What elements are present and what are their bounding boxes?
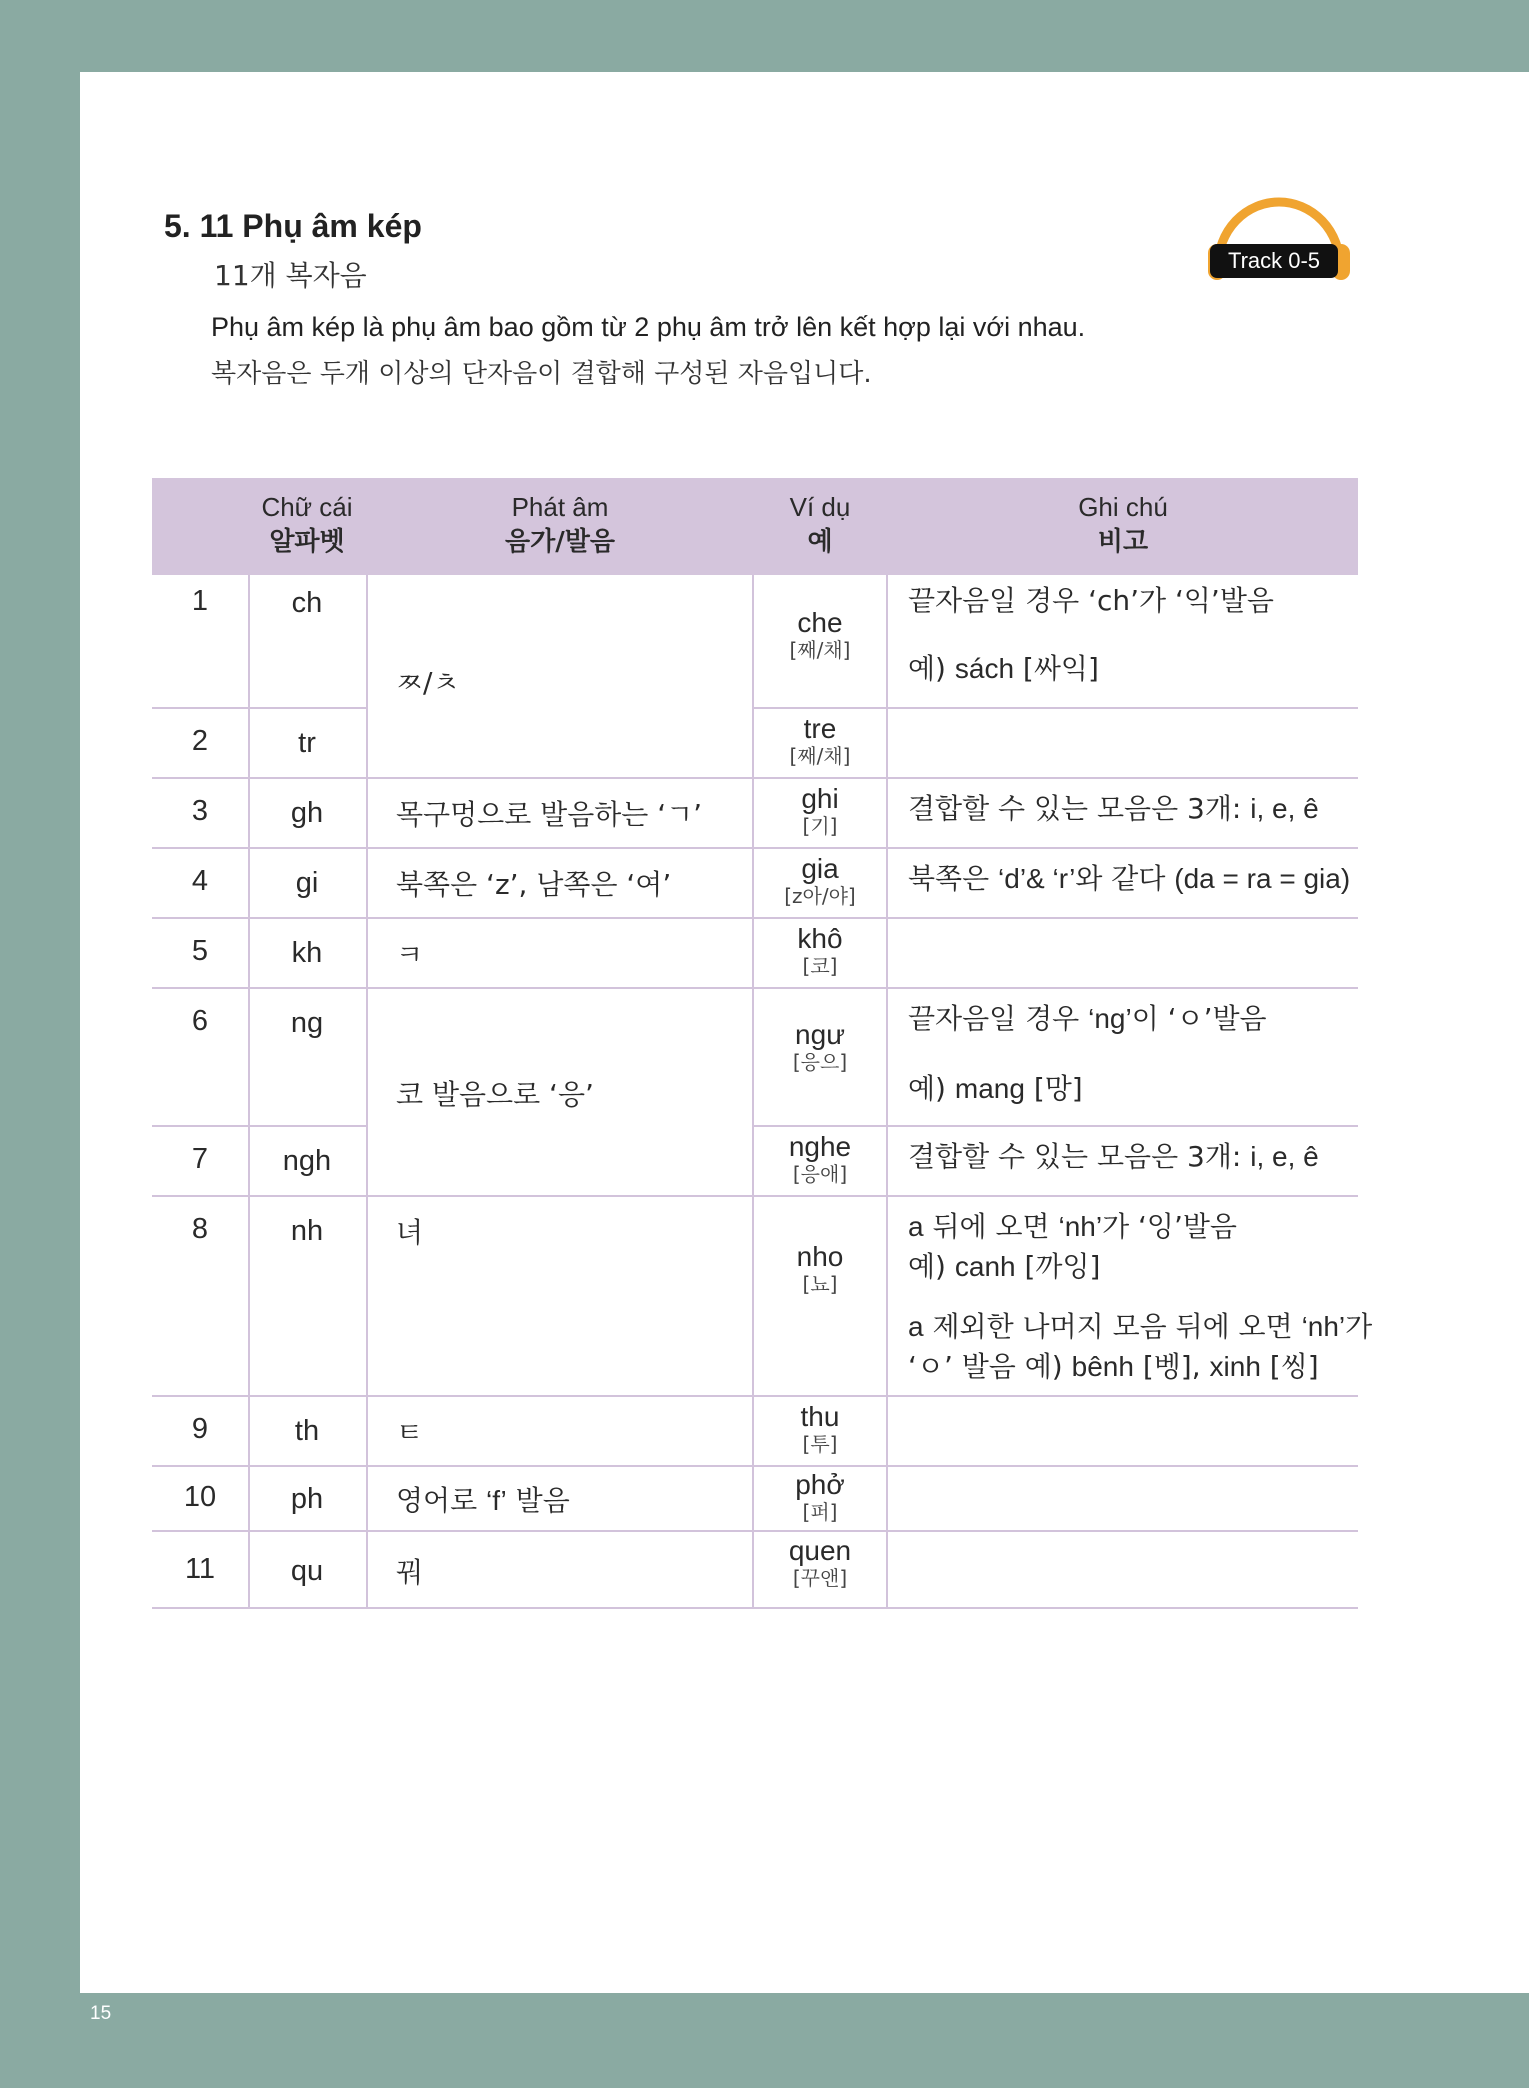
row-number: 2: [191, 725, 209, 757]
row-number: 7: [191, 1143, 209, 1175]
header-note: Ghi chú 비고: [1078, 492, 1168, 557]
row-example: nho [뇨]: [796, 1241, 844, 1296]
row-number: 4: [191, 865, 209, 897]
row-letter: qu: [290, 1555, 324, 1587]
row-example: ngư [응으]: [792, 1019, 848, 1074]
row-example: ghi [기]: [801, 783, 839, 838]
header-letter: Chữ cái 알파벳: [261, 492, 353, 557]
table-header: [152, 478, 1358, 575]
note-ngh: 결합할 수 있는 모음은 3개: i, e, ê: [908, 1140, 1319, 1173]
row-number: 11: [184, 1553, 216, 1585]
row-letter: ch: [291, 587, 323, 619]
intro-text-korean: 복자음은 두개 이상의 단자음이 결합해 구성된 자음입니다.: [211, 359, 872, 389]
pron-ng-ngh: 코 발음으로 ‘응’: [396, 1078, 594, 1111]
row-number: 5: [191, 935, 209, 967]
note-ng-1: 끝자음일 경우 ‘ng’이 ‘ㅇ’발음: [908, 1002, 1267, 1035]
row-number: 1: [191, 585, 209, 617]
header-example: Ví dụ 예: [789, 492, 851, 557]
pron-kh: ㅋ: [396, 938, 424, 971]
pron-ch-tr: ㅉ/ㅊ: [396, 666, 460, 699]
row-letter: nh: [290, 1215, 324, 1247]
row-example: phở [퍼]: [795, 1469, 845, 1524]
note-nh-3: a 제외한 나머지 모음 뒤에 오면 ‘nh’가: [908, 1310, 1373, 1343]
note-nh-2: 예) canh [까잉]: [908, 1250, 1101, 1283]
row-number: 6: [191, 1005, 209, 1037]
row-letter: ngh: [282, 1145, 332, 1177]
pron-gi: 북쪽은 ‘z’, 남쪽은 ‘여’: [396, 868, 672, 901]
row-letter: th: [294, 1415, 320, 1447]
row-letter: gh: [290, 797, 324, 829]
row-letter: gi: [295, 867, 319, 899]
note-gi: 북쪽은 ‘d’& ‘r’와 같다 (da = ra = gia): [908, 862, 1351, 895]
page-number: 15: [90, 2003, 112, 2024]
row-example: thu [투]: [800, 1401, 840, 1456]
note-nh-4: ‘ㅇ’ 발음 예) bênh [벵], xinh [씽]: [908, 1350, 1319, 1383]
double-consonant-table: [152, 478, 1442, 1590]
row-letter: tr: [298, 727, 316, 759]
row-number: 10: [183, 1481, 217, 1513]
pron-nh: 녀: [396, 1216, 424, 1249]
page: [80, 72, 1529, 1993]
row-example: nghe [응애]: [788, 1131, 852, 1186]
track-label[interactable]: Track 0-5: [1210, 244, 1338, 278]
section-subtitle: 11개 복자음: [214, 259, 367, 292]
section-title: 5. 11 Phụ âm kép: [164, 208, 422, 244]
row-example: khô [코]: [797, 923, 843, 978]
row-number: 9: [191, 1413, 209, 1445]
pron-gh: 목구멍으로 발음하는 ‘ㄱ’: [396, 798, 703, 831]
note-gh: 결합할 수 있는 모음은 3개: i, e, ê: [908, 792, 1319, 825]
note-ch-1: 끝자음일 경우 ‘ch’가 ‘익’발음: [908, 584, 1274, 617]
row-example: tre [째/채]: [789, 713, 851, 768]
row-letter: ph: [290, 1483, 324, 1515]
row-example: gia [z아/야]: [784, 853, 856, 908]
note-ch-2: 예) sách [싸익]: [908, 652, 1099, 685]
note-nh-1: a 뒤에 오면 ‘nh’가 ‘잉’발음: [908, 1210, 1237, 1243]
header-pronunciation: Phát âm 음가/발음: [505, 492, 615, 557]
pron-ph: 영어로 ‘f’ 발음: [396, 1484, 570, 1517]
pron-qu: 꿔: [396, 1556, 424, 1589]
note-ng-2: 예) mang [망]: [908, 1072, 1083, 1105]
row-letter: kh: [291, 937, 323, 969]
row-number: 3: [191, 795, 209, 827]
row-example: che [째/채]: [789, 607, 851, 662]
intro-text-vietnamese: Phụ âm kép là phụ âm bao gồm từ 2 phụ âm trở lên kết hợp lại với nhau.: [211, 312, 1086, 342]
row-letter: ng: [290, 1007, 324, 1039]
row-example: quen [꾸앤]: [788, 1535, 852, 1590]
row-number: 8: [191, 1213, 209, 1245]
pron-th: ㅌ: [396, 1416, 424, 1449]
